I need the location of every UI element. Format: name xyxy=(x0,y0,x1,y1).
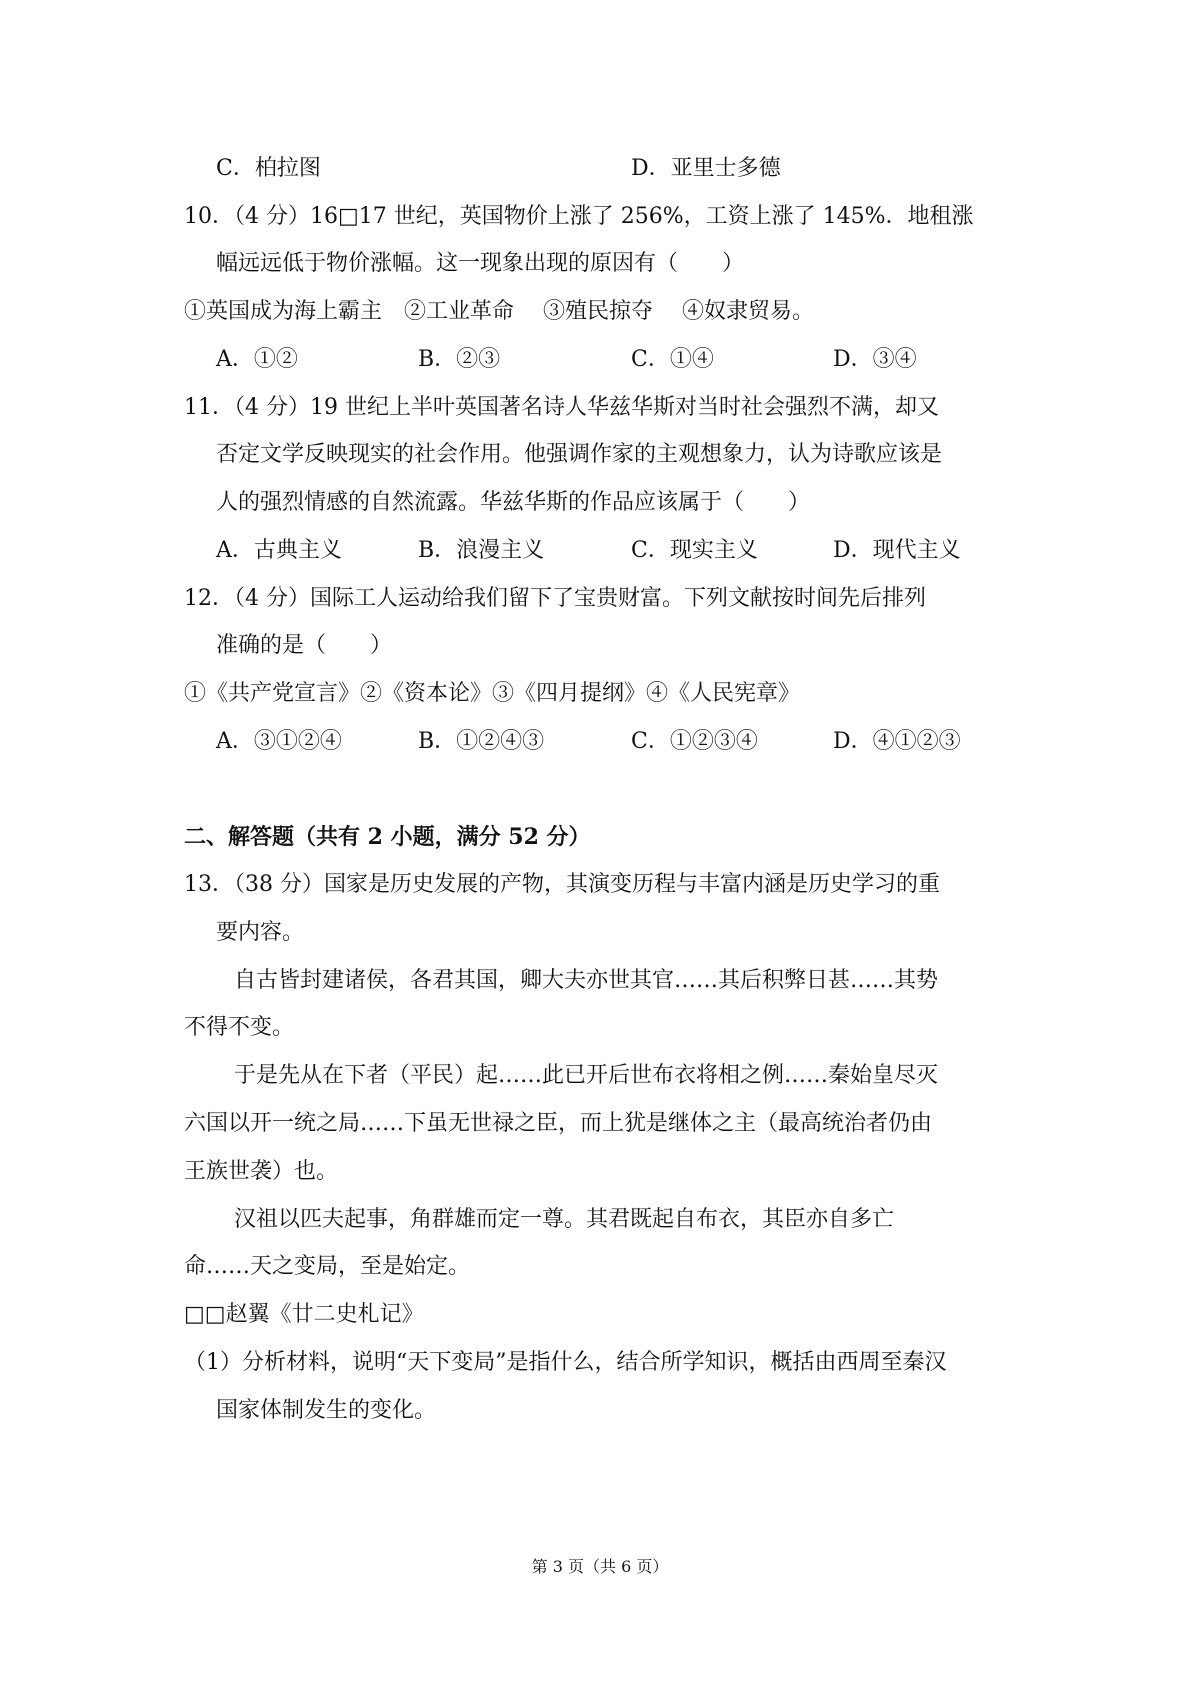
q10-option-a: A．①② xyxy=(216,347,298,372)
q9-option-d: D．亚里士多德 xyxy=(631,156,781,181)
q10-items: ①英国成为海上霸主 ②工业革命 ③殖民掠夺 ④奴隶贸易。 xyxy=(184,299,814,324)
q13-material-p2-line3: 王族世袭）也。 xyxy=(184,1159,339,1184)
q13-material-p3-line1: 汉祖以匹夫起事，角群雄而定一尊。其君既起自布衣，其臣亦自多亡 xyxy=(234,1207,895,1232)
q11-option-d: D．现代主义 xyxy=(833,538,961,563)
q12-stem-line2: 准确的是（ ） xyxy=(216,633,393,658)
q13-material-p3-line2: 命……天之变局，至是始定。 xyxy=(184,1254,471,1279)
q13-material-p2-line2: 六国以开一统之局……下虽无世禄之臣，而上犹是继体之主（最高统治者仍由 xyxy=(184,1111,933,1136)
q13-sub1-line2: 国家体制发生的变化。 xyxy=(216,1398,437,1423)
q12-stem-line1: 12．（4 分）国际工人运动给我们留下了宝贵财富。下列文献按时间先后排列 xyxy=(184,586,926,611)
section-heading: 二、解答题（共有 2 小题，满分 52 分） xyxy=(184,824,591,850)
q11-option-a: A．古典主义 xyxy=(216,538,342,563)
q13-material-p1-line2: 不得不变。 xyxy=(184,1015,295,1040)
q13-material-p2-line1: 于是先从在下者（平民）起……此已开后世布衣将相之例……秦始皇尽灭 xyxy=(234,1063,939,1088)
q11-stem-line1: 11．（4 分）19 世纪上半叶英国著名诗人华兹华斯对当时社会强烈不满，却又 xyxy=(184,395,939,420)
page-number: 第 3 页（共 6 页） xyxy=(531,1557,669,1576)
q10-option-c: C．①④ xyxy=(631,347,714,372)
q11-option-b: B．浪漫主义 xyxy=(418,538,545,563)
q12-option-a: A．③①②④ xyxy=(216,729,342,754)
q9-option-c: C．柏拉图 xyxy=(216,156,321,181)
q10-stem-line2: 幅远远低于物价涨幅。这一现象出现的原因有（ ） xyxy=(216,251,745,276)
q11-option-c: C．现实主义 xyxy=(631,538,758,563)
q13-material-p1-line1: 自古皆封建诸侯，各君其国，卿大夫亦世其官……其后积弊日甚……其势 xyxy=(234,968,939,993)
q11-stem-line3: 人的强烈情感的自然流露。华兹华斯的作品应该属于（ ） xyxy=(216,490,811,515)
q12-option-d: D．④①②③ xyxy=(833,729,961,754)
q10-option-b: B．②③ xyxy=(418,347,501,372)
q10-stem-line1: 10．（4 分）16□17 世纪，英国物价上涨了 256%，工资上涨了 145%．地租涨 xyxy=(184,204,974,229)
q13-sub1-line1: （1）分析材料，说明“天下变局”是指什么，结合所学知识，概括由西周至秦汉 xyxy=(184,1350,947,1375)
q12-option-c: C．①②③④ xyxy=(631,729,758,754)
q12-option-b: B．①②④③ xyxy=(418,729,545,754)
q13-source: □□赵翼《廿二史札记》 xyxy=(184,1302,424,1327)
q12-items: ①《共产党宣言》②《资本论》③《四月提纲》④《人民宪章》 xyxy=(184,681,801,706)
q11-stem-line2: 否定文学反映现实的社会作用。他强调作家的主观想象力，认为诗歌应该是 xyxy=(216,442,943,467)
q13-stem-line2: 要内容。 xyxy=(216,920,305,945)
q13-stem-line1: 13．（38 分）国家是历史发展的产物，其演变历程与丰富内涵是历史学习的重 xyxy=(184,872,940,897)
q10-option-d: D．③④ xyxy=(833,347,917,372)
